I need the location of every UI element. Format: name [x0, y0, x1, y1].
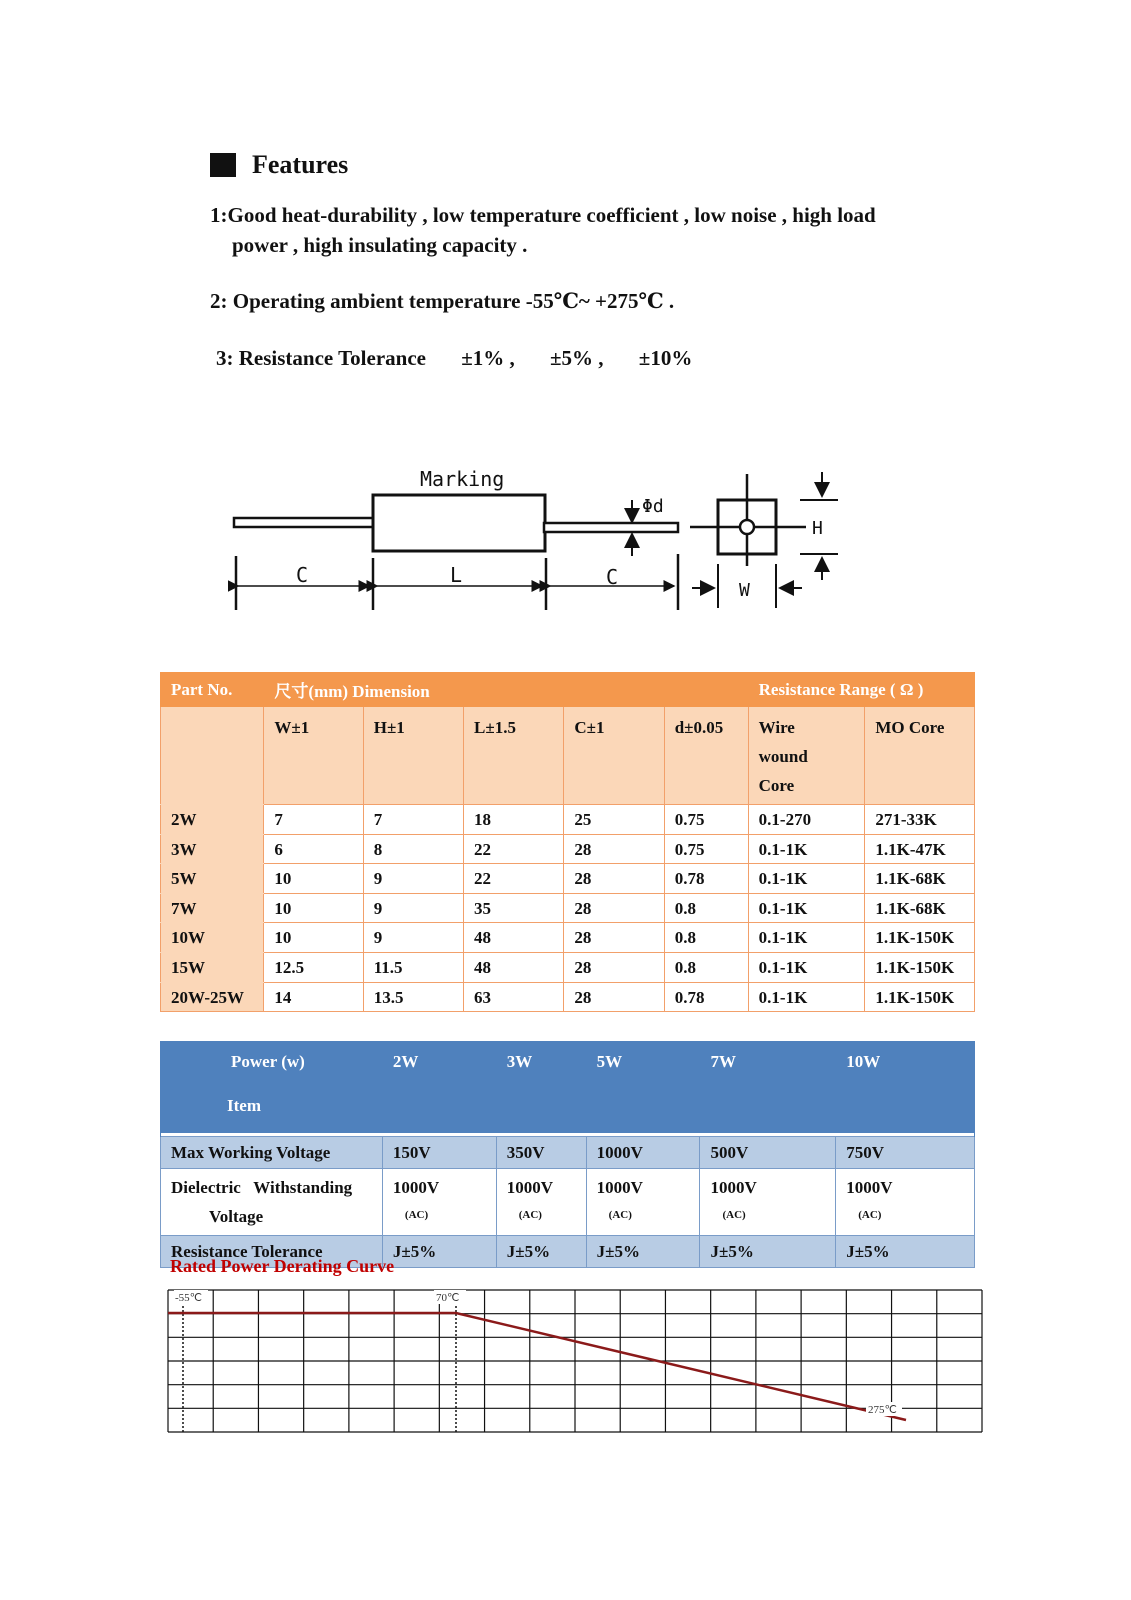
l-cell: 48: [464, 923, 564, 953]
item-label: Item: [227, 1096, 261, 1115]
max-voltage-cell: 150V: [382, 1137, 496, 1169]
h-cell: 9: [363, 923, 463, 953]
h-cell: 11.5: [363, 952, 463, 982]
part-no-spacer: [161, 707, 264, 805]
mo-cell: 1.1K-150K: [865, 952, 975, 982]
wire-cell: 0.1-1K: [748, 982, 865, 1012]
resistance-range-header: Resistance Range ( Ω ): [748, 673, 974, 707]
mo-cell: 1.1K-150K: [865, 982, 975, 1012]
max-voltage-cell: 1000V: [586, 1137, 700, 1169]
table-row: [161, 923, 975, 953]
dielectric-label-line-2: Voltage: [209, 1207, 264, 1226]
wire-word: Wire: [758, 718, 795, 737]
feature-3-label: 3: Resistance Tolerance: [216, 346, 426, 370]
w-cell: 10: [264, 864, 363, 894]
resistor-body: [234, 495, 678, 551]
max-voltage-label: Max Working Voltage: [161, 1137, 383, 1169]
max-voltage-cell: 500V: [700, 1137, 836, 1169]
w-cell: 12.5: [264, 952, 363, 982]
ac-note: (AC): [608, 1209, 632, 1221]
dielectric-value: 1000V: [710, 1178, 757, 1197]
part-cell: 20W-25W: [161, 982, 264, 1012]
ac-note: (AC): [722, 1209, 746, 1221]
l-cell: 18: [464, 805, 564, 835]
table-row: [161, 834, 975, 864]
dielectric-value: 1000V: [846, 1178, 893, 1197]
col-c: C±1: [564, 707, 664, 805]
dielectric-cell: [700, 1169, 836, 1236]
h-label: H: [812, 518, 823, 539]
power-table: [160, 1041, 975, 1268]
mo-cell: 1.1K-47K: [865, 834, 975, 864]
wire-cell: 0.1-270: [748, 805, 865, 835]
phi-d-label: Φd: [642, 496, 664, 517]
dielectric-value: 1000V: [596, 1178, 643, 1197]
tolerance-cell: J±5%: [382, 1236, 496, 1268]
w-cell: 7: [264, 805, 363, 835]
wire-cell: 0.1-1K: [748, 923, 865, 953]
c-cell: 28: [564, 923, 664, 953]
wire-cell: 0.1-1K: [748, 952, 865, 982]
dielectric-value: 1000V: [392, 1178, 440, 1197]
wound-word: wound: [758, 747, 808, 766]
part-cell: 2W: [161, 805, 264, 835]
feature-1-line-2: power , high insulating capacity .: [232, 233, 528, 257]
features-section: [210, 150, 970, 370]
c-cell: 28: [564, 864, 664, 894]
h-cell: 13.5: [363, 982, 463, 1012]
ac-note: (AC): [518, 1209, 542, 1221]
col-d: d±0.05: [664, 707, 748, 805]
table-row: [161, 864, 975, 894]
w-label: W: [739, 580, 750, 601]
max-temp-label: 275℃: [868, 1404, 897, 1416]
max-voltage-cell: 350V: [496, 1137, 586, 1169]
c-cell: 25: [564, 805, 664, 835]
power-10w: 10W: [836, 1042, 975, 1133]
dielectric-value: 1000V: [506, 1178, 554, 1197]
table-row: [161, 982, 975, 1012]
power-7w: 7W: [700, 1042, 836, 1133]
h-cell: 8: [363, 834, 463, 864]
part-cell: 5W: [161, 864, 264, 894]
dielectric-row: [161, 1169, 975, 1236]
col-h: H±1: [363, 707, 463, 805]
h-cell: 9: [363, 893, 463, 923]
table-row: [161, 893, 975, 923]
col-w: W±1: [264, 707, 363, 805]
c-cell: 28: [564, 893, 664, 923]
dielectric-cell: [496, 1169, 586, 1236]
tolerance-cell: J±5%: [496, 1236, 586, 1268]
mo-cell: 1.1K-68K: [865, 893, 975, 923]
l-cell: 63: [464, 982, 564, 1012]
dimension-table: [160, 672, 975, 1012]
max-voltage-cell: 750V: [836, 1137, 975, 1169]
w-cell: 10: [264, 893, 363, 923]
c-right-label: C: [606, 565, 619, 589]
power-table-header: [161, 1042, 975, 1133]
derating-line: [168, 1313, 906, 1420]
dimension-subheader: [161, 707, 975, 805]
mo-cell: 271-33K: [865, 805, 975, 835]
d-cell: 0.78: [664, 864, 748, 894]
feature-3: [216, 346, 722, 371]
c-left-label: C: [296, 563, 309, 587]
min-temp-label: -55℃: [175, 1292, 203, 1304]
l-cell: 22: [464, 864, 564, 894]
wire-cell: 0.1-1K: [748, 893, 865, 923]
c-cell: 28: [564, 834, 664, 864]
l-label: L: [450, 563, 463, 587]
d-cell: 0.75: [664, 805, 748, 835]
feature-2: 2: Operating ambient temperature -55℃~ +275℃ .: [210, 289, 675, 313]
part-no-header: Part No.: [161, 673, 264, 707]
tolerance-cell: J±5%: [586, 1236, 700, 1268]
dielectric-label: [161, 1169, 383, 1236]
dielectric-label-line-1: Dielectric Withstanding: [171, 1178, 353, 1197]
c-cell: 28: [564, 982, 664, 1012]
part-cell: 7W: [161, 893, 264, 923]
h-cell: 9: [363, 864, 463, 894]
dielectric-cell: [836, 1169, 975, 1236]
col-mo-core: MO Core: [865, 707, 975, 805]
col-l: L±1.5: [464, 707, 564, 805]
d-cell: 0.8: [664, 893, 748, 923]
w-cell: 14: [264, 982, 363, 1012]
dimension-table-header: [161, 673, 975, 707]
d-cell: 0.75: [664, 834, 748, 864]
wire-cell: 0.1-1K: [748, 864, 865, 894]
dimension-header: 尺寸(mm) Dimension: [264, 673, 748, 707]
part-cell: 10W: [161, 923, 264, 953]
part-cell: 15W: [161, 952, 264, 982]
resistor-dimension-drawing: [228, 468, 888, 628]
max-voltage-row: [161, 1137, 975, 1169]
wire-cell: 0.1-1K: [748, 834, 865, 864]
d-cell: 0.8: [664, 952, 748, 982]
power-5w: 5W: [586, 1042, 700, 1133]
tolerance-1: ±1% ,: [461, 346, 515, 370]
power-2w: 2W: [382, 1042, 496, 1133]
marking-label: Marking: [420, 468, 505, 491]
tolerance-5: ±5% ,: [550, 346, 604, 370]
dielectric-cell: [382, 1169, 496, 1236]
ac-note: (AC): [858, 1209, 882, 1221]
derating-curve: [166, 1286, 986, 1436]
w-cell: 6: [264, 834, 363, 864]
part-cell: 3W: [161, 834, 264, 864]
tolerance-label: Resistance Tolerance: [161, 1236, 383, 1268]
w-cell: 10: [264, 923, 363, 953]
features-heading: [210, 150, 970, 180]
power-item-header: [161, 1042, 383, 1133]
d-cell: 0.8: [664, 923, 748, 953]
power-label: Power (w): [231, 1052, 305, 1071]
features-title: Features: [252, 150, 349, 179]
d-cell: 0.78: [664, 982, 748, 1012]
tolerance-cell: J±5%: [700, 1236, 836, 1268]
knee-temp-label: 70℃: [436, 1292, 460, 1304]
curve-grid: [168, 1290, 982, 1432]
col-wire-wound: [748, 707, 865, 805]
table-row: [161, 952, 975, 982]
h-cell: 7: [363, 805, 463, 835]
feature-1-line-1: 1:Good heat-durability , low temperature coefficient , low noise , high load: [210, 203, 876, 227]
c-cell: 28: [564, 952, 664, 982]
core-word: Core: [758, 776, 795, 795]
tolerance-10: ±10%: [638, 346, 693, 370]
l-cell: 22: [464, 834, 564, 864]
dielectric-cell: [586, 1169, 700, 1236]
square-bullet-icon: [210, 153, 236, 177]
ac-note: (AC): [404, 1209, 429, 1221]
curve-title: Rated Power Derating Curve: [170, 1256, 395, 1276]
tolerance-cell: J±5%: [836, 1236, 975, 1268]
power-3w: 3W: [496, 1042, 586, 1133]
mo-cell: 1.1K-68K: [865, 864, 975, 894]
mo-cell: 1.1K-150K: [865, 923, 975, 953]
table-row: [161, 805, 975, 835]
l-cell: 48: [464, 952, 564, 982]
l-cell: 35: [464, 893, 564, 923]
feature-1: [210, 200, 970, 260]
